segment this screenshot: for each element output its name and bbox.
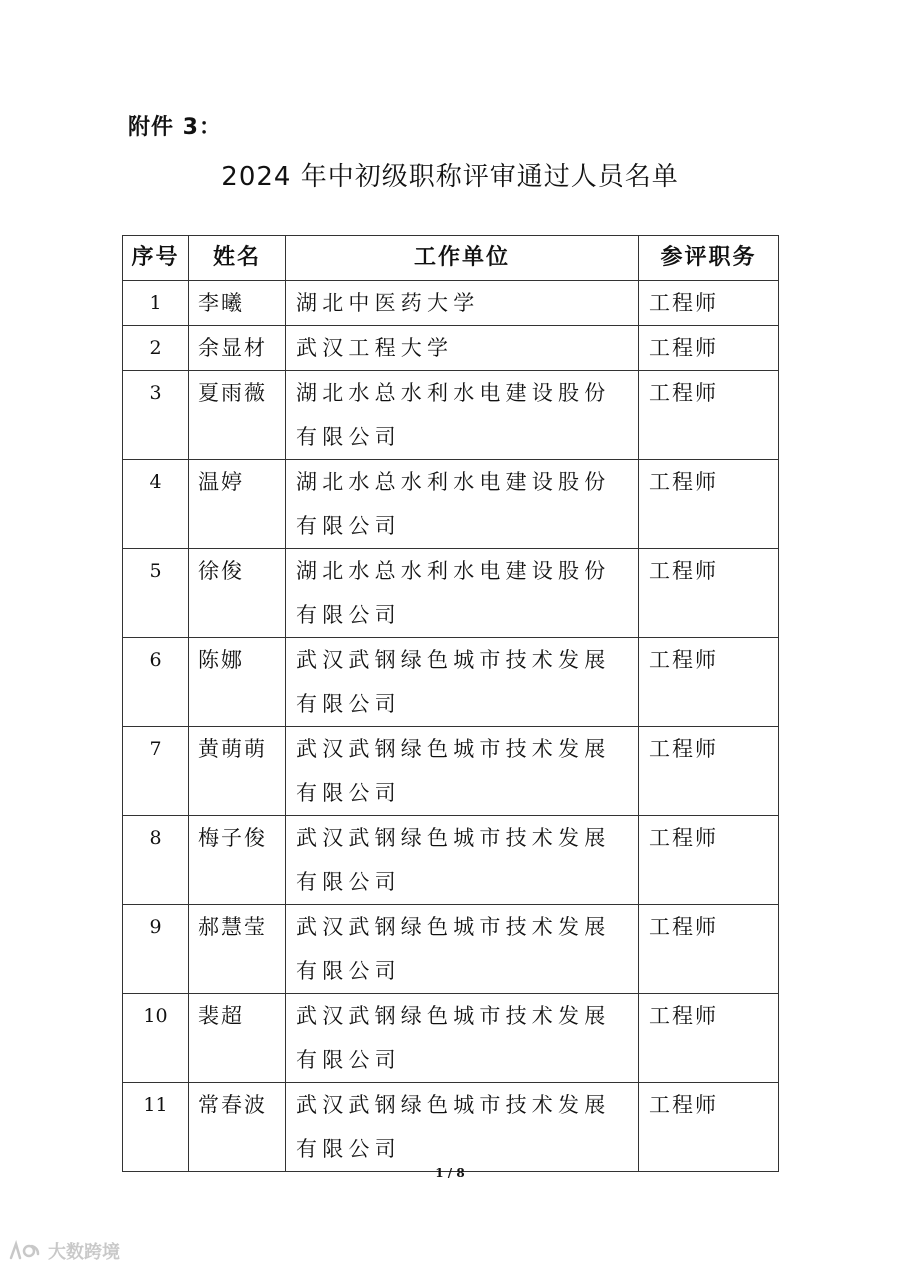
table-row bbox=[123, 638, 779, 727]
row-position: 工程师 bbox=[639, 727, 779, 816]
row-name: 郝慧莹 bbox=[189, 905, 286, 994]
table-row bbox=[123, 281, 779, 326]
row-position: 工程师 bbox=[639, 460, 779, 549]
row-serial: 2 bbox=[123, 326, 189, 371]
watermark-text: 大数跨境 bbox=[48, 1242, 120, 1263]
attachment-label: 附件 3： bbox=[128, 115, 222, 140]
header-name: 姓名 bbox=[189, 236, 286, 281]
row-serial: 5 bbox=[123, 549, 189, 638]
row-name: 黄萌萌 bbox=[189, 727, 286, 816]
row-serial: 4 bbox=[123, 460, 189, 549]
row-position: 工程师 bbox=[639, 816, 779, 905]
row-position: 工程师 bbox=[639, 905, 779, 994]
table-row bbox=[123, 371, 779, 460]
document-title: 2024 年中初级职称评审通过人员名单 bbox=[221, 162, 679, 192]
table-row bbox=[123, 460, 779, 549]
row-serial: 8 bbox=[123, 816, 189, 905]
row-name: 温婷 bbox=[189, 460, 286, 549]
page-number: 1 / 8 bbox=[435, 1166, 465, 1180]
watermark bbox=[8, 1238, 120, 1264]
row-work-unit: 武汉武钢绿色城市技术发展有限公司 bbox=[286, 727, 639, 816]
row-work-unit: 湖北水总水利水电建设股份有限公司 bbox=[286, 460, 639, 549]
row-serial: 3 bbox=[123, 371, 189, 460]
row-name: 常春波 bbox=[189, 1083, 286, 1172]
row-name: 陈娜 bbox=[189, 638, 286, 727]
row-name: 裴超 bbox=[189, 994, 286, 1083]
row-serial: 11 bbox=[123, 1083, 189, 1172]
row-serial: 7 bbox=[123, 727, 189, 816]
header-serial: 序号 bbox=[123, 236, 189, 281]
row-name: 李曦 bbox=[189, 281, 286, 326]
row-name: 梅子俊 bbox=[189, 816, 286, 905]
row-position: 工程师 bbox=[639, 549, 779, 638]
row-work-unit: 武汉工程大学 bbox=[286, 326, 639, 371]
row-work-unit: 武汉武钢绿色城市技术发展有限公司 bbox=[286, 638, 639, 727]
table-row bbox=[123, 549, 779, 638]
row-work-unit: 湖北水总水利水电建设股份有限公司 bbox=[286, 549, 639, 638]
table-row bbox=[123, 816, 779, 905]
row-name: 余显材 bbox=[189, 326, 286, 371]
row-serial: 6 bbox=[123, 638, 189, 727]
table-row bbox=[123, 326, 779, 371]
row-name: 徐俊 bbox=[189, 549, 286, 638]
row-work-unit: 湖北水总水利水电建设股份有限公司 bbox=[286, 371, 639, 460]
header-position: 参评职务 bbox=[639, 236, 779, 281]
table-row bbox=[123, 727, 779, 816]
row-position: 工程师 bbox=[639, 638, 779, 727]
row-position: 工程师 bbox=[639, 326, 779, 371]
personnel-table bbox=[122, 235, 779, 1172]
table-header-row bbox=[123, 236, 779, 281]
row-serial: 1 bbox=[123, 281, 189, 326]
row-work-unit: 武汉武钢绿色城市技术发展有限公司 bbox=[286, 816, 639, 905]
row-work-unit: 武汉武钢绿色城市技术发展有限公司 bbox=[286, 905, 639, 994]
row-work-unit: 武汉武钢绿色城市技术发展有限公司 bbox=[286, 994, 639, 1083]
table-row bbox=[123, 905, 779, 994]
table-row bbox=[123, 1083, 779, 1172]
row-serial: 10 bbox=[123, 994, 189, 1083]
watermark-logo-icon bbox=[8, 1240, 42, 1262]
row-work-unit: 武汉武钢绿色城市技术发展有限公司 bbox=[286, 1083, 639, 1172]
row-work-unit: 湖北中医药大学 bbox=[286, 281, 639, 326]
row-position: 工程师 bbox=[639, 371, 779, 460]
row-name: 夏雨薇 bbox=[189, 371, 286, 460]
row-position: 工程师 bbox=[639, 281, 779, 326]
row-serial: 9 bbox=[123, 905, 189, 994]
row-position: 工程师 bbox=[639, 1083, 779, 1172]
table-row bbox=[123, 994, 779, 1083]
header-work-unit: 工作单位 bbox=[286, 236, 639, 281]
row-position: 工程师 bbox=[639, 994, 779, 1083]
